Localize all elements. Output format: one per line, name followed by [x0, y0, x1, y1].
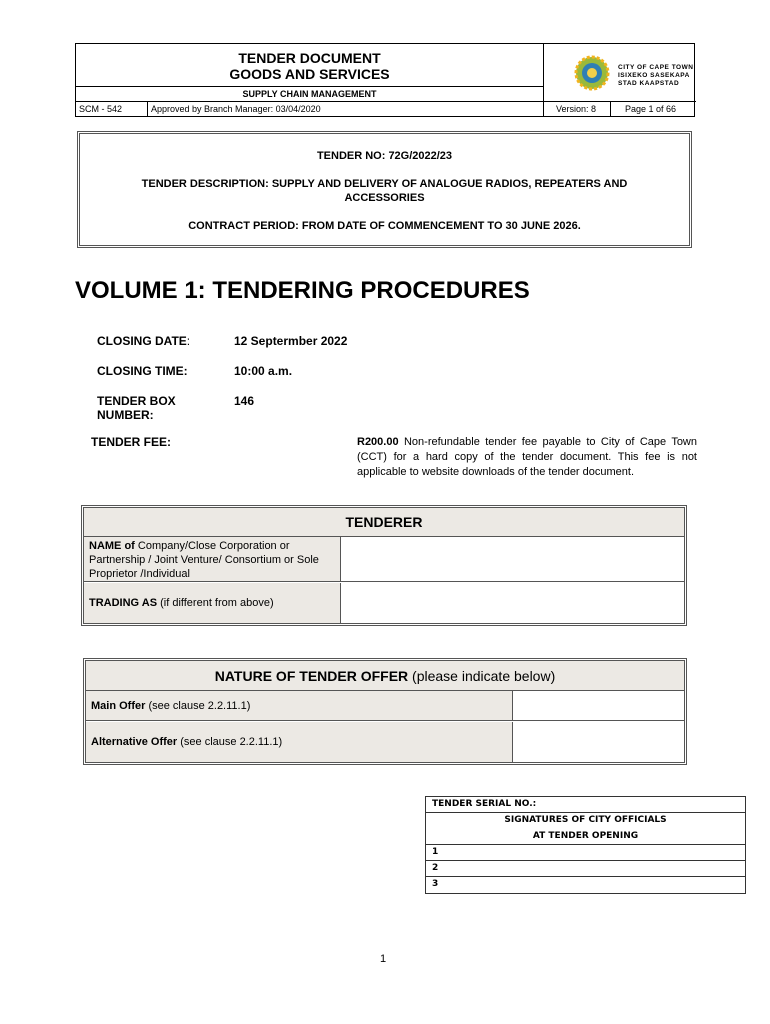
volume-title: VOLUME 1: TENDERING PROCEDURES [75, 277, 530, 304]
form-code: SCM - 542 [76, 102, 148, 117]
trading-row [84, 583, 684, 623]
header-title-2: GOODS AND SERVICES [229, 66, 390, 82]
closing-date-label: CLOSING DATE: [97, 334, 191, 348]
tender-fee-text: R200.00 Non-refundable tender fee payable to City of Cape Town (CCT) for a hard copy of the tender document. This fee is not applicable to website downloads of the tender document. [357, 436, 697, 478]
tender-serial-table [425, 796, 746, 894]
tender-description-2: ACCESSORIES [344, 192, 425, 204]
approval-text: Approved by Branch Manager: 03/04/2020 [148, 102, 544, 117]
logo-text-2: ISIXEKO SASEKAPA [618, 72, 690, 79]
signature-row[interactable]: 3 [432, 879, 439, 889]
closing-time-label: CLOSING TIME: [97, 364, 188, 378]
main-offer-label: Main Offer (see clause 2.2.11.1) [86, 691, 513, 720]
header-titles [76, 44, 544, 87]
tender-box-label: TENDER BOX NUMBER: [97, 394, 176, 422]
tender-info-box [77, 131, 692, 248]
signatures-heading-1: SIGNATURES OF CITY OFFICIALS [504, 815, 667, 825]
main-offer-input-cell[interactable] [514, 691, 684, 720]
signature-row[interactable]: 2 [426, 861, 745, 877]
name-label: NAME of Company/Close Corporation or Partnership / Joint Venture/ Consortium or Sole Proprietor /Individual [84, 537, 341, 581]
logo-text-3: STAD KAAPSTAD [618, 80, 680, 87]
alternative-offer-row [86, 722, 684, 762]
closing-date-value: 12 Septermber 2022 [234, 334, 348, 348]
serial-label: TENDER SERIAL NO.: [426, 797, 745, 813]
name-row [84, 537, 684, 582]
page-number: 1 [380, 953, 387, 965]
tender-number: TENDER NO: 72G/2022/23 [316, 150, 453, 162]
signatures-heading-2: AT TENDER OPENING [426, 829, 745, 845]
signature-row[interactable]: 1 [426, 845, 745, 861]
name-input-cell[interactable] [342, 537, 684, 581]
trading-label: TRADING AS (if different from above) [84, 583, 341, 623]
city-logo [544, 44, 696, 102]
nature-of-offer-table [83, 658, 687, 765]
contract-period: CONTRACT PERIOD: FROM DATE OF COMMENCEMENT TO 30 JUNE 2026. [188, 220, 581, 232]
header-subtitle: SUPPLY CHAIN MANAGEMENT [76, 87, 544, 102]
tender-box-value: 146 [234, 394, 255, 408]
tender-fee-label: TENDER FEE: [91, 435, 172, 449]
version-text: Version: 8 [544, 102, 611, 117]
header-meta-row [76, 102, 694, 117]
tenderer-table [81, 505, 687, 626]
trading-input-cell[interactable] [342, 583, 684, 623]
header-title-1: TENDER DOCUMENT [238, 50, 381, 66]
tenderer-heading: TENDERER [84, 508, 684, 537]
document-header [75, 43, 695, 117]
tender-description-1: TENDER DESCRIPTION: SUPPLY AND DELIVERY OF ANALOGUE RADIOS, REPEATERS AND [141, 178, 628, 190]
nature-heading: NATURE OF TENDER OFFER (please indicate below) [86, 661, 684, 691]
page-count: Page 1 of 66 [625, 104, 677, 114]
main-offer-row [86, 691, 684, 721]
logo-text-1: CITY OF CAPE TOWN [618, 64, 694, 71]
alternative-offer-input-cell[interactable] [514, 722, 684, 762]
alternative-offer-label: Alternative Offer (see clause 2.2.11.1) [86, 722, 513, 762]
closing-time-value: 10:00 a.m. [234, 364, 293, 378]
